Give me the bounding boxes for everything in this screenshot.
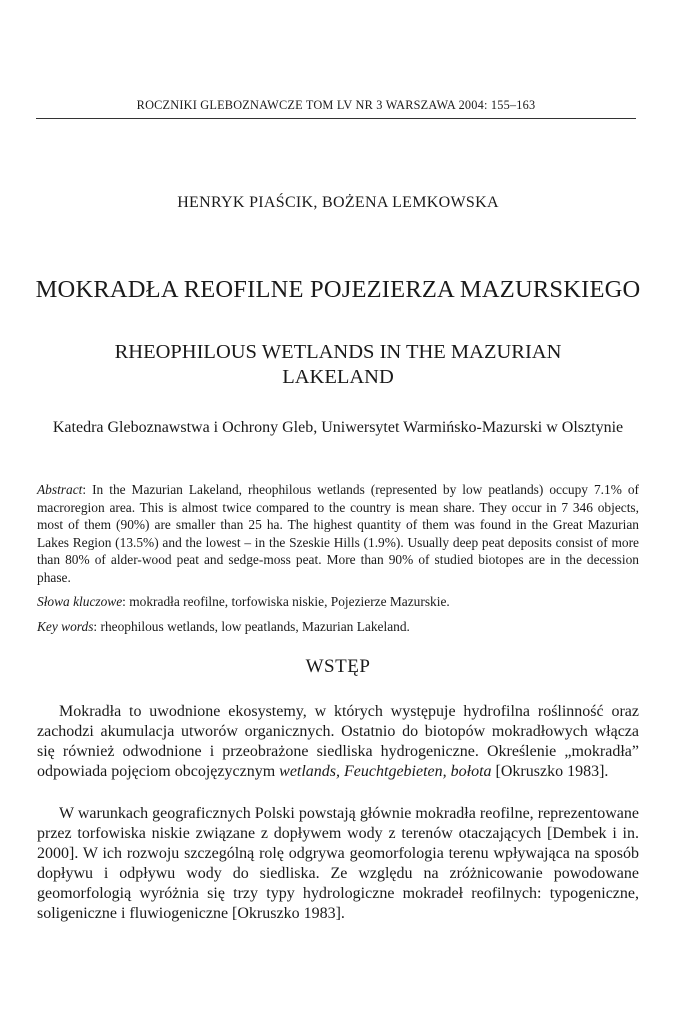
title-english: RHEOPHILOUS WETLANDS IN THE MAZURIAN LAKELAND <box>114 341 562 388</box>
abstract <box>37 481 639 586</box>
paragraph-1 <box>37 702 639 782</box>
keywords-polish <box>37 593 639 611</box>
keywords-polish-label: Słowa kluczowe <box>37 594 123 609</box>
title-polish: MOKRADŁA REOFILNE POJEZIERZA MAZURSKIEGO <box>35 276 641 303</box>
paragraph-1-text: Mokradła to uwodnione ekosystemy, w których występuje hydrofilna roślinność oraz zachodzi akumulacja utworów organicznych. Ostatnio do biotopów mokradłowych włącza się również odwodnione i przeobrażone siedliska hydrogeniczne. Określenie „mokradła” odpowiada pojęciom obcojęzycznym <box>37 703 639 781</box>
header-rule <box>36 118 636 119</box>
abstract-text: : In the Mazurian Lakeland, rheophilous wetlands (represented by low peatlands) occupy 7.1% of macroregion area. This is almost twice compared to the country is mean share. They occur in 7 346 objects, most of them (90%) are smaller than 25 ha. The highest quantity of them was found in the Great Mazurian Lakes Region (13.5%) and the lowest – in the Szeskie Hills (1.9%). Usually deep peat deposits consist of more than 80% of alder-wood peat and sedge-moss peat. More than 90% of studied biotopes are in the decession phase. <box>37 482 639 585</box>
section-heading: WSTĘP <box>305 656 371 677</box>
paragraph-2: W warunkach geograficznych Polski powstają głównie mokradła reofilne, reprezentowane przez torfowiska niskie związane z dopływem wody z terenów otaczających [Dembek i in. 2000]. W ich rozwoju szczególną rolę odgrywa geomorfologia terenu wpływająca na sposób dopływu i odpływu wody do siedliska. Ze względu na zróżnicowanie powodowane geomorfologią wyróżnia się trzy typy hydrologiczne mokradeł reofilnych: typogeniczne, soligeniczne i fluwiogeniczne [Okruszko 1983]. <box>37 805 639 923</box>
affiliation: Katedra Gleboznawstwa i Ochrony Gleb, Uniwersytet Warmińsko-Mazurski w Olsztynie <box>52 419 624 436</box>
keywords-english-label: Key words <box>37 619 94 634</box>
abstract-label: Abstract <box>37 482 83 497</box>
authors: HENRYK PIAŚCIK, BOŻENA LEMKOWSKA <box>177 194 499 211</box>
keywords-polish-text: : mokradła reofilne, torfowiska niskie, Pojezierze Mazurskie. <box>122 594 450 609</box>
keywords-english-text: : rheophilous wetlands, low peatlands, Mazurian Lakeland. <box>93 619 410 634</box>
running-header: ROCZNIKI GLEBOZNAWCZE TOM LV NR 3 WARSZAWA 2004: 155–163 <box>136 98 536 112</box>
paragraph-1-citation: [Okruszko 1983]. <box>491 763 609 781</box>
paragraph-1-terms: wetlands, Feuchtgebieten, bołota <box>279 763 492 781</box>
keywords-english <box>37 618 639 636</box>
